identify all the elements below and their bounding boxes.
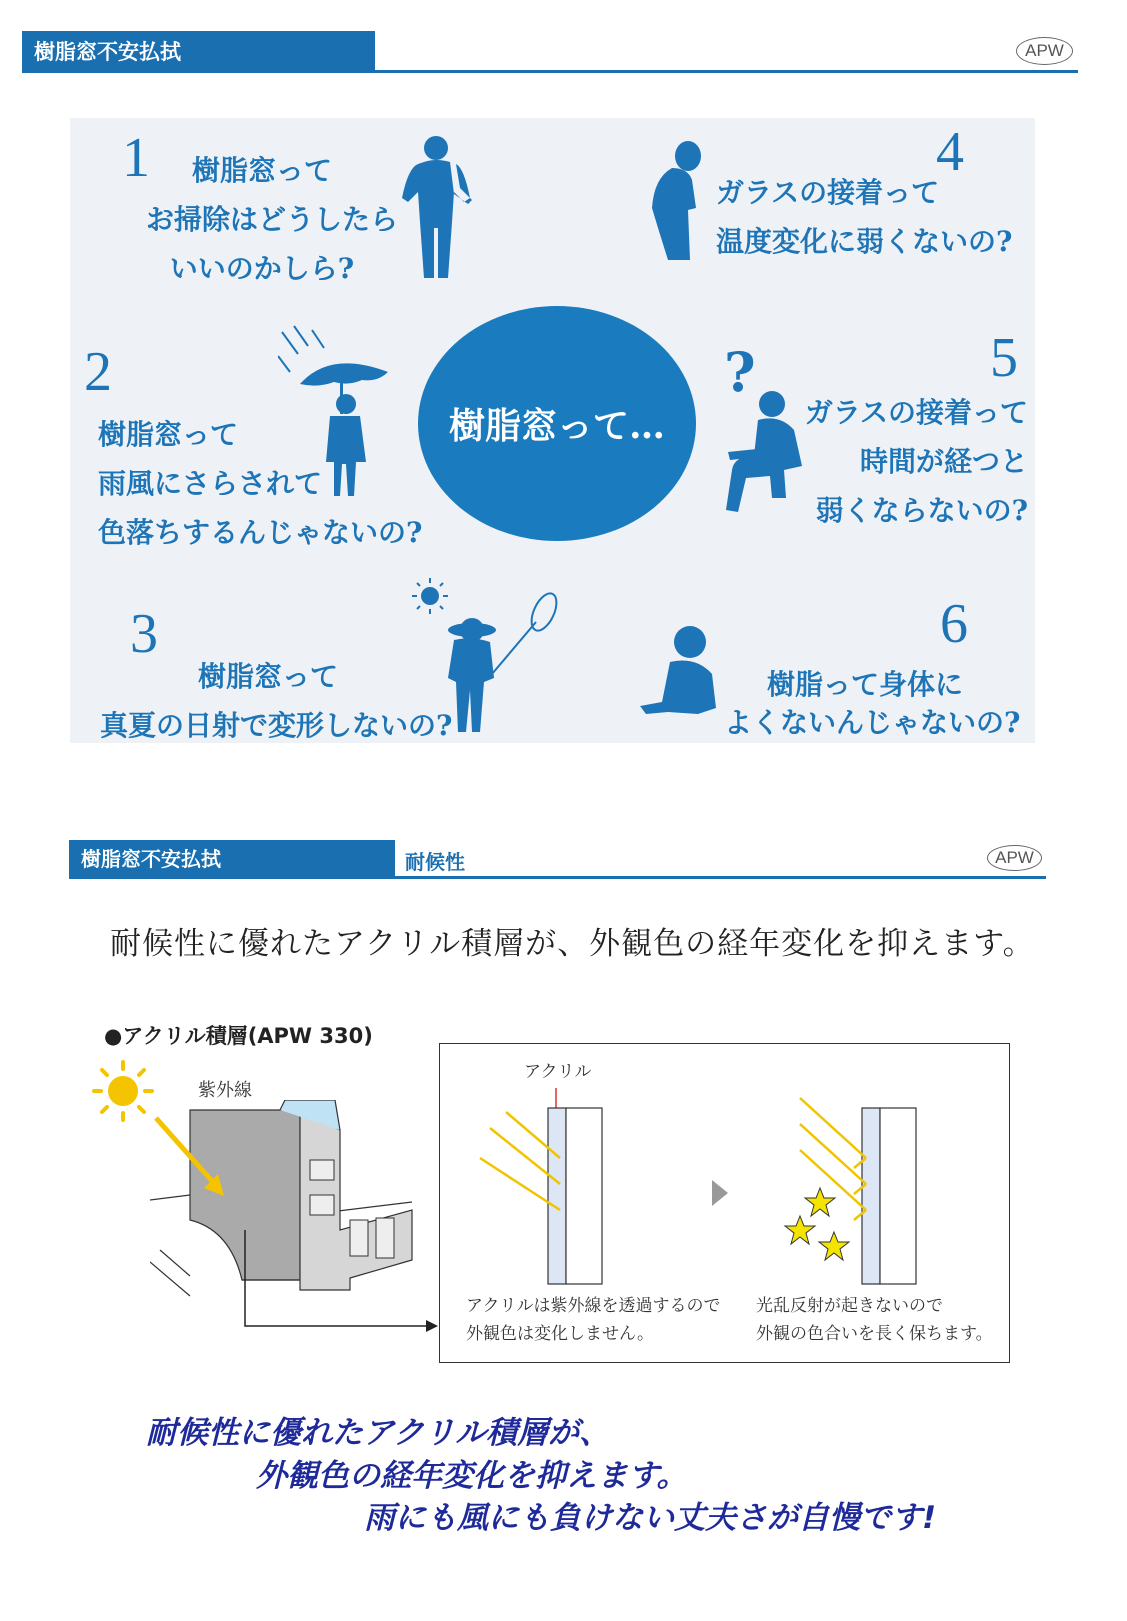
person-umbrella-icon [278,322,394,498]
slogan-line-2: 外観色の経年変化を抑えます。 [256,1458,688,1494]
uv-label: 紫外線 [198,1080,252,1101]
question-2-line: 色落ちするんじゃないの? [98,516,423,549]
question-2-line: 樹脂窓って [98,418,239,451]
header-rule-1 [22,70,1078,73]
question-1 [146,146,399,293]
question-6-line: よくないんじゃないの? [724,706,1021,739]
person-sitting-laptop-icon [724,386,804,518]
question-2-line: 雨風にさらされて [98,467,323,500]
faq-panel [70,118,1035,743]
question-number-2: 2 [84,341,112,403]
question-3-line: 樹脂窓って [197,660,338,693]
question-number-1: 1 [122,127,150,189]
sun-icon [90,1058,156,1124]
question-1-line: お掃除はどうしたら [146,203,399,236]
diagram-title: ●アクリル積層(APW 330) [104,1024,373,1048]
apw-logo-2 [987,845,1042,871]
question-number-5: 5 [990,327,1018,389]
window-frame-section-illustration [150,1100,440,1340]
question-1-line: 樹脂窓って [191,154,332,187]
center-text: 樹脂窓って… [448,405,665,447]
apw-logo-1 [1016,37,1073,65]
caption-right-line: 光乱反射が起きないので [756,1296,943,1316]
section-tab-2-label: 樹脂窓不安払拭 [81,847,221,871]
question-number-4: 4 [936,121,964,183]
acrylic-explanation-box [439,1043,1010,1363]
question-mark-icon: ? [724,340,756,404]
caption-right-line: 外観の色合いを長く保ちます。 [756,1324,993,1344]
question-1-line: いいのかしら? [169,252,355,285]
slogan-line-1: 耐候性に優れたアクリル積層が、 [146,1415,611,1451]
center-circle [418,306,696,541]
question-3-line: 真夏の日射で変形しないの? [100,709,453,742]
section-tab-1-label: 樹脂窓不安払拭 [34,40,181,64]
person-bowing-icon [648,138,708,262]
question-5-line: ガラスの接着って [804,396,1028,429]
caption-left [466,1292,721,1348]
person-standing-icon [398,132,478,282]
header-rule-2 [69,876,1046,879]
child-sitting-icon [638,622,720,722]
acrylic-label: アクリル [524,1062,592,1082]
section-tab-2 [69,840,395,878]
headline: 耐候性に優れたアクリル積層が、外観色の経年変化を抑えます。 [110,926,1035,962]
question-number-3: 3 [130,603,158,665]
question-5-line: 弱くならないの? [815,494,1028,527]
child-net-sun-icon [408,578,558,736]
question-number-6: 6 [940,593,968,655]
question-5-line: 時間が経つと [859,445,1028,478]
question-4-line: ガラスの接着って [716,176,940,209]
question-4-line: 温度変化に弱くないの? [716,225,1013,258]
question-6 [724,666,1021,742]
question-5 [770,388,1028,535]
question-4 [716,168,1012,266]
caption-left-line: アクリルは紫外線を透過するので [466,1296,721,1316]
section-subtab: 耐候性 [405,850,465,874]
acrylic-layer-diagram [470,1088,970,1288]
caption-left-line: 外観色は変化しません。 [466,1324,655,1344]
question-3 [100,652,453,750]
question-6-line: 樹脂って身体に [766,668,963,701]
apw-logo-text: APW [1025,41,1064,60]
slogan-line-3: 雨にも風にも負けない丈夫さが自慢です! [364,1500,937,1536]
caption-right [756,1292,993,1348]
section-tab-1 [22,31,375,73]
apw-logo-text: APW [995,848,1034,867]
